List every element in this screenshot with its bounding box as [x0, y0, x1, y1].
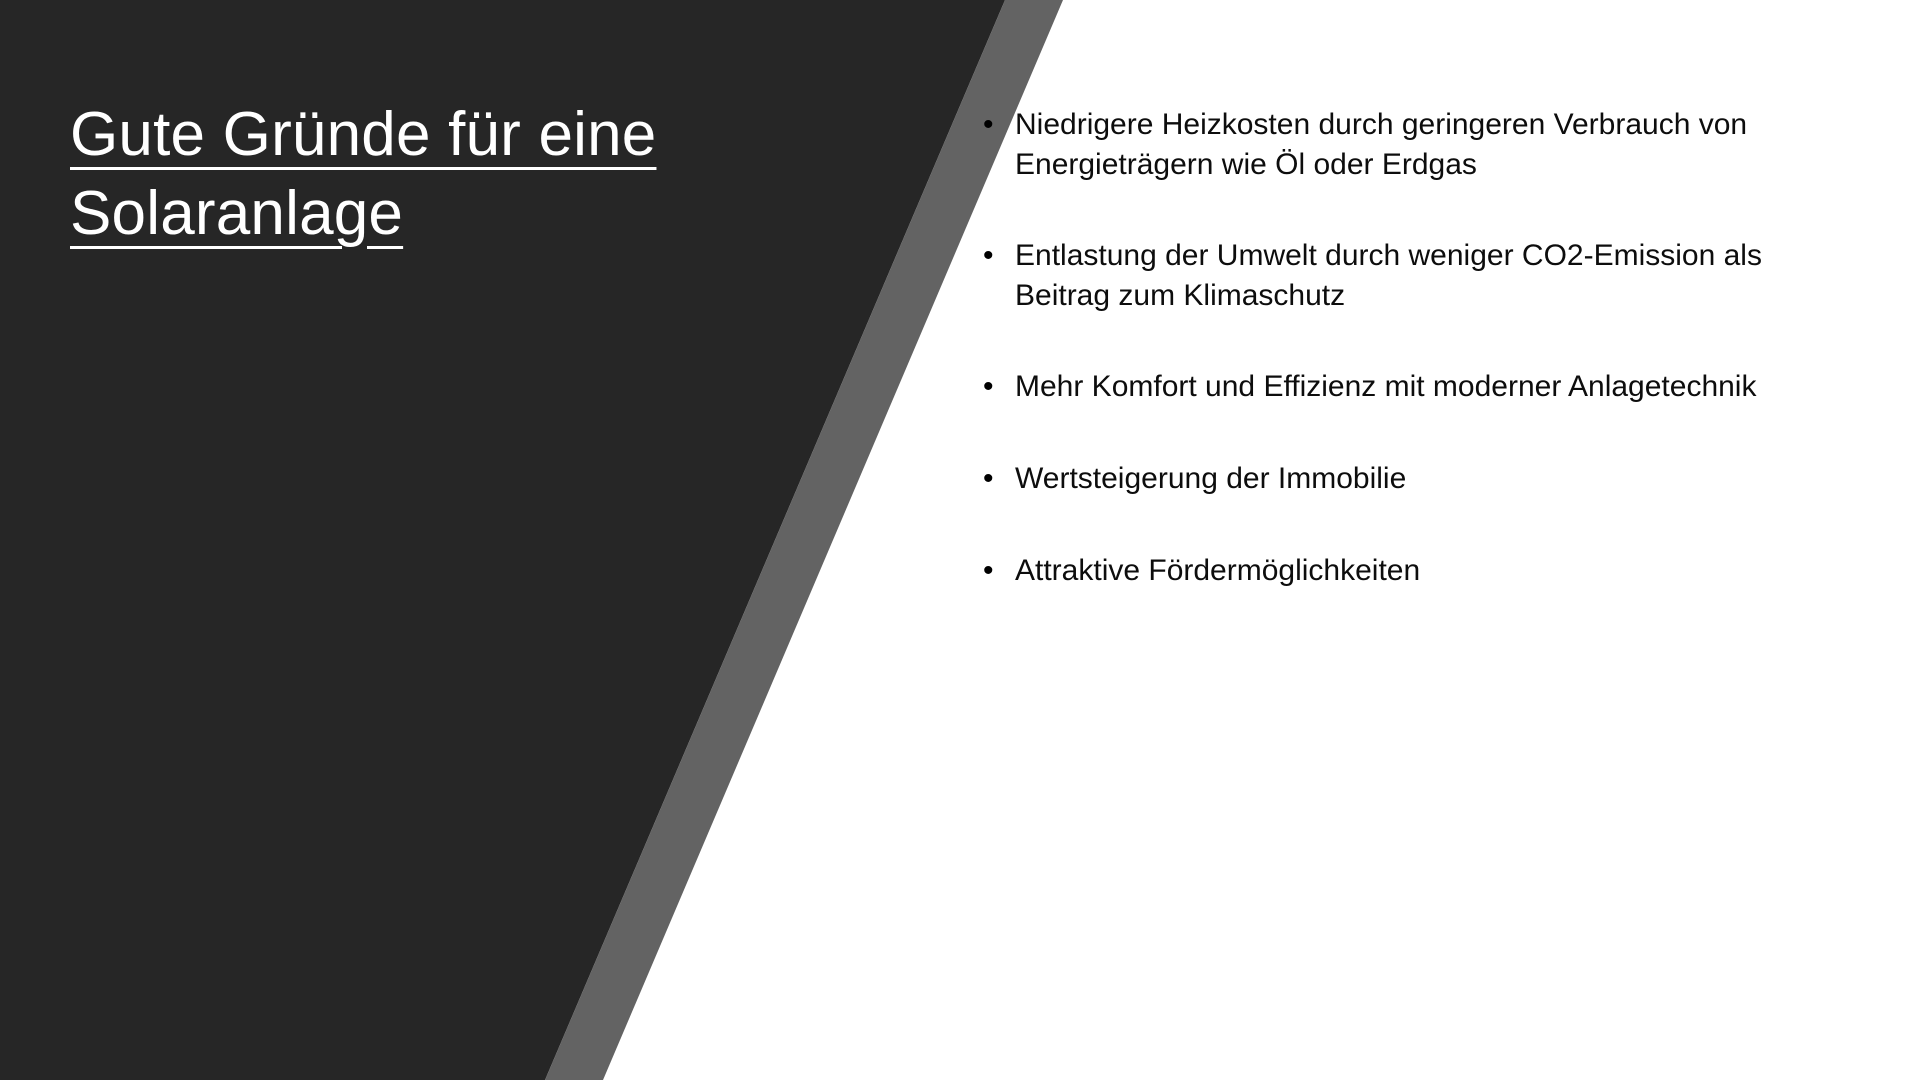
bullet-icon: •	[983, 239, 994, 273]
list-item	[975, 105, 1815, 184]
bullet-icon: •	[983, 553, 994, 587]
list-item	[975, 236, 1815, 315]
bullet-list	[975, 105, 1815, 590]
bullet-icon: •	[983, 370, 994, 404]
list-item	[975, 459, 1815, 499]
list-item	[975, 551, 1815, 591]
slide-title-text: Gute Gründe für eine Solaranlage	[70, 100, 657, 249]
slide-title	[70, 95, 690, 254]
list-item-text: Mehr Komfort und Effizienz mit moderner Anlagetechnik	[1015, 370, 1757, 404]
list-item-text: Entlastung der Umwelt durch weniger CO2-Emission als Beitrag zum Klimaschutz	[1015, 239, 1762, 312]
list-item-text: Wertsteigerung der Immobilie	[1015, 461, 1407, 495]
bullet-icon: •	[983, 461, 994, 495]
list-item	[975, 367, 1815, 407]
list-item-text: Niedrigere Heizkosten durch geringeren Verbrauch von Energieträgern wie Öl oder Erdgas	[1015, 108, 1748, 181]
list-item-text: Attraktive Fördermöglichkeiten	[1015, 553, 1421, 587]
bullet-icon: •	[983, 108, 994, 141]
